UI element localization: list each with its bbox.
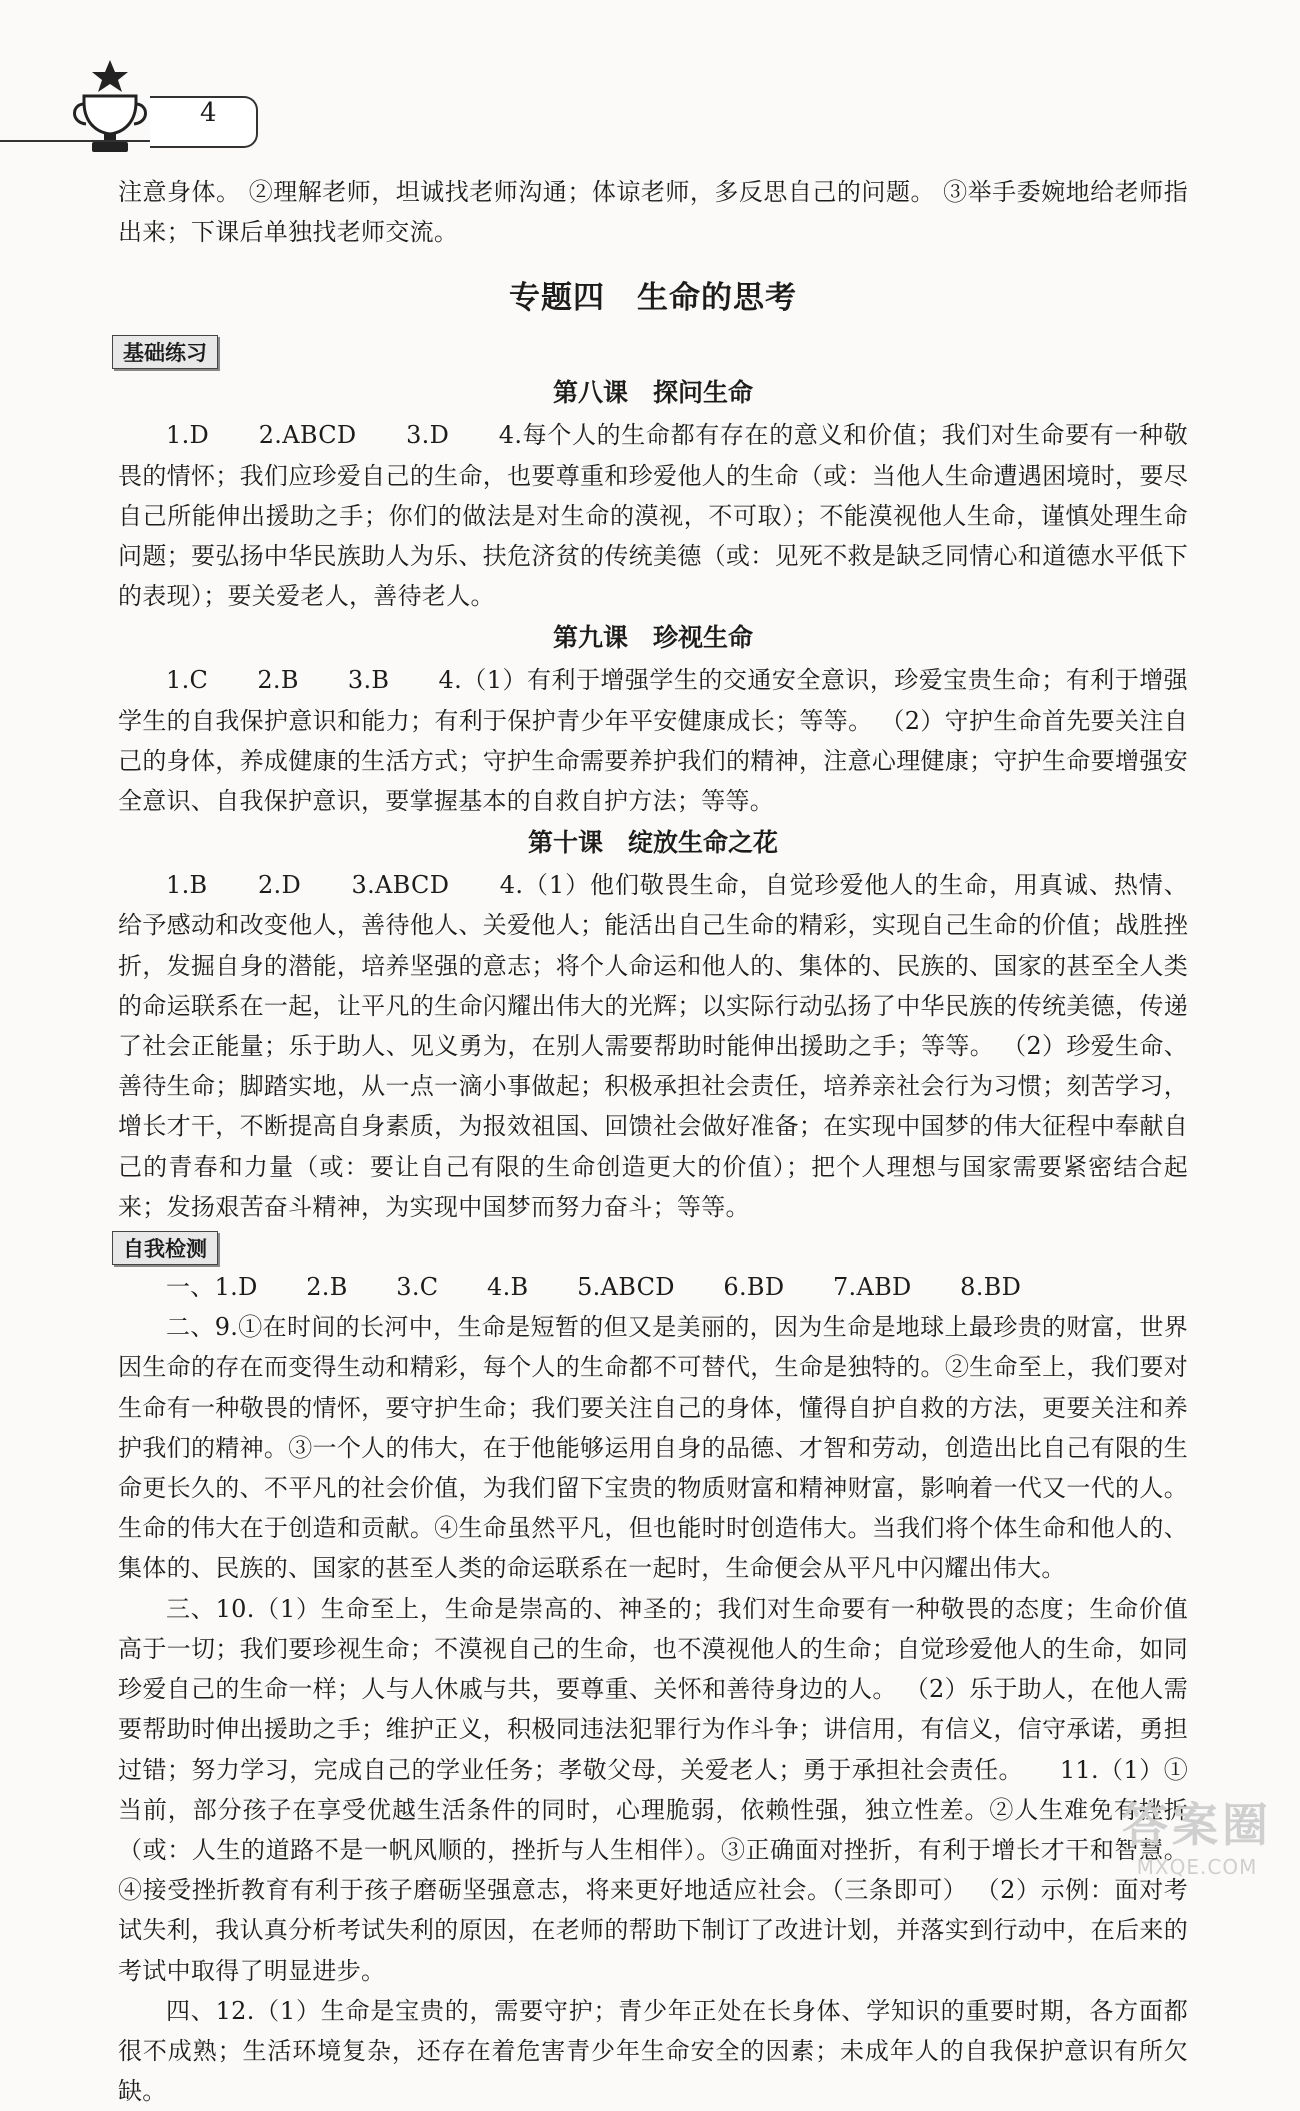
self-check-part-4: 四、12.（1）生命是宝贵的，需要守护；青少年正处在长身体、学知识的重要时期，各方面都很不成熟；生活环境复杂，还存在着危害青少年生命安全的因素；未成年人的自我保护意识有所欠缺。: [118, 1996, 1188, 2106]
section-self-check: 自我检测: [112, 1231, 218, 1265]
self-check-part-2: 二、9.①在时间的长河中，生命是短暂的但又是美丽的，因为生命是地球上最珍贵的财富，世界因生命的存在而变得生动和精彩，每个人的生命都不可替代，生命是独特的。②生命至上，我们要对生命有一种敬畏的情怀，要守护生命；我们要关注自己的身体，懂得自护自救的方法，更要关注和养护我们的精神。③一个人的伟大，在于他能够运用自身的品德、才智和劳动，创造出比自己有限的生命更长久的、不平凡的社会价值，为我们留下宝贵的物质财富和精神财富，影响着一代又一代的人。生命的伟大在于创造和贡献。④生命虽然平凡，但也能时时创造伟大。当我们将个体生命和他人的、集体的、民族的、国家的甚至人类的命运联系在一起时，生命便会从平凡中闪耀出伟大。: [118, 1313, 1188, 1583]
lesson-9-title: 第九课 珍视生命: [552, 623, 753, 653]
page-header: [0, 0, 1300, 150]
header-rule: [0, 140, 150, 142]
self-check-part-3: 三、10.（1）生命至上，生命是崇高的、神圣的；我们对生命要有一种敬畏的态度；生命价值高于一切；我们要珍视生命；不漠视自己的生命，也不漠视他人的生命；自觉珍爱他人的生命，如同珍爱自己的生命一样；人与人休戚与共，要尊重、关怀和善待身边的人。 （2）乐于助人，在他人需要帮助时伸出援助之手；维护正义，积极同违法犯罪行为作斗争；讲信用，有信义，信守承诺，勇担过错；努力学习，完成自己的学业任务；孝敬父母，关爱老人；勇于承担社会责任。 11.（1）①当前，部分孩子在享受优越生活条件的同时，心理脆弱，依赖性强，独立性差。②人生难免有挫折（或：人生的道路不是一帆风顺的，挫折与人生相伴）。③正确面对挫折，有利于增长才干和智慧。④接受挫折教育有利于孩子磨砺坚强意志，将来更好地适应社会。（三条即可） （2）示例：面对考试失利，我认真分析考试失利的原因，在老师的帮助下制订了改进计划，并落实到行动中，在后来的考试中取得了明显进步。: [118, 1594, 1188, 1985]
page-number: 4: [200, 98, 217, 128]
topic-title: 专题四 生命的思考: [509, 280, 797, 317]
lesson-10-answers: 1.B 2.D 3.ABCD 4.（1）他们敬畏生命，自觉珍爱他人的生命，用真诚、热情、给予感动和改变他人，善待他人、关爱他人；能活出自己生命的精彩，实现自己生命的价值；战胜挫折，发掘自身的潜能，培养坚强的意志；将个人命运和他人的、集体的、民族的、国家的甚至全人类的命运联系在一起，让平凡的生命闪耀出伟大的光辉；以实际行动弘扬了中华民族的传统美德，传递了社会正能量；乐于助人、见义勇为，在别人需要帮助时能伸出援助之手；等等。 （2）珍爱生命、善待生命；脚踏实地，从一点一滴小事做起；积极承担社会责任，培养亲社会行为习惯；刻苦学习，增长才干，不断提高自身素质，为报效祖国、回馈社会做好准备；在实现中国梦的伟大征程中奉献自己的青春和力量（或：要让自己有限的生命创造更大的价值）；把个人理想与国家需要紧密结合起来；发扬艰苦奋斗精神，为实现中国梦而努力奋斗；等等。: [118, 871, 1188, 1221]
self-check-part-1: 一、1.D 2.B 3.C 4.B 5.ABCD 6.BD 7.ABD 8.BD: [166, 1273, 1022, 1302]
lesson-10-title: 第十课 绽放生命之花: [527, 828, 778, 858]
trophy-icon: [62, 58, 158, 158]
lesson-8-title: 第八课 探问生命: [552, 378, 753, 408]
watermark-logo: 答案圈: [1122, 1798, 1272, 1852]
watermark-url: MXQE.COM: [1136, 1855, 1258, 1879]
answer-content: [118, 172, 1188, 2111]
lesson-9-answers: 1.C 2.B 3.B 4.（1）有利于增强学生的交通安全意识，珍爱宝贵生命；有利于增强学生的自我保护意识和能力；有利于保护青少年平安健康成长；等等。 （2）守护生命首先要关注自己的身体，养成健康的生活方式；守护生命需要养护我们的精神，注意心理健康；守护生命要增强安全意识、自我保护意识，要掌握基本的自救自护方法；等等。: [118, 666, 1188, 816]
intro-paragraph: 注意身体。 ②理解老师，坦诚找老师沟通；体谅老师，多反思自己的问题。 ③举手委婉地给老师指出来；下课后单独找老师交流。: [118, 178, 1188, 247]
watermark: [1122, 1789, 1272, 1879]
section-basic-practice: 基础练习: [112, 335, 218, 369]
lesson-8-answers: 1.D 2.ABCD 3.D 4.每个人的生命都有存在的意义和价值；我们对生命要有一种敬畏的情怀；我们应珍爱自己的生命，也要尊重和珍爱他人的生命（或：当他人生命遭遇困境时，要尽自己所能伸出援助之手；你们的做法是对生命的漠视，不可取）；不能漠视他人生命，谨慎处理生命问题；要弘扬中华民族助人为乐、扶危济贫的传统美德（或：见死不救是缺乏同情心和道德水平低下的表现）；要关爱老人，善待老人。: [118, 421, 1188, 611]
